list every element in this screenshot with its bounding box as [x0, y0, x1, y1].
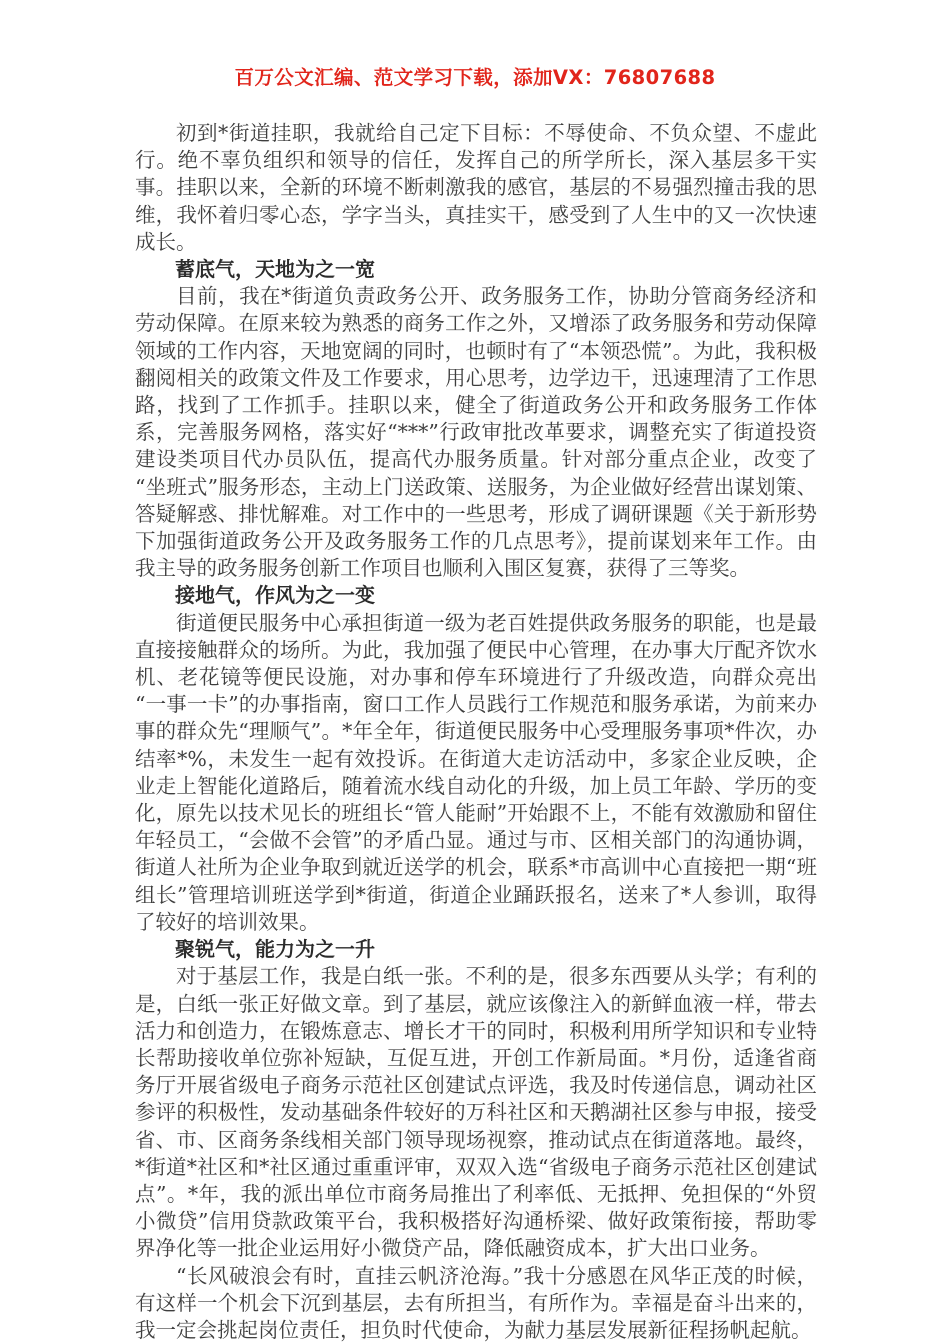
paragraph-intro: 初到*街道挂职，我就给自己定下目标：不辱使命、不负众望、不虚此行。绝不辜负组织和领导的信任，发挥自己的所学所长，深入基层多干实事。挂职以来，全新的环境不断刺激我的感官，基层的不易强烈撞击我的思维，我怀着归零心态，学字当头，真挂实干，感受到了人生中的又一次快速成长。 [135, 121, 817, 254]
document-body [135, 120, 817, 1344]
paragraph-conclusion: “长风破浪会有时，直挂云帆济沧海。”我十分感恩在风华正茂的时候，有这样一个机会下沉到基层，去有所担当，有所作为。幸福是奋斗出来的，我一定会挑起岗位责任，担负时代使命，为献力基层发展新征程扬帆起航。 [135, 1263, 817, 1342]
paragraph-section-2: 街道便民服务中心承担街道一级为老百姓提供政务服务的职能，也是最直接接触群众的场所。为此，我加强了便民中心管理，在办事大厅配齐饮水机、老花镜等便民设施，对办事和停车环境进行了升级改造，向群众亮出“一事一卡”的办事指南，窗口工作人员践行工作规范和服务承诺，为前来办事的群众先“理顺气”。*年全年，街道便民服务中心受理服务事项*件次，办结率*%，未发生一起有效投诉。在街道大走访活动中，多家企业反映，企业走上智能化道路后，随着流水线自动化的升级，加上员工年龄、学历的变化，原先以技术见长的班组长“管人能耐”开始跟不上，不能有效激励和留住年轻员工，“会做不会管”的矛盾凸显。通过与市、区相关部门的沟通协调，街道人社所为企业争取到就近送学的机会，联系*市高训中心直接把一期“班组长”管理培训班送学到*街道，街道企业踊跃报名，送来了*人参训，取得了较好的培训效果。 [135, 610, 817, 934]
heading-section-1: 蓄底气，天地为之一宽 [175, 257, 375, 282]
promo-header-text: 百万公文汇编、范文学习下载，添加VX：76807688 [234, 66, 716, 89]
paragraph-section-3: 对于基层工作，我是白纸一张。不利的是，很多东西要从头学；有利的是，白纸一张正好做文章。到了基层，就应该像注入的新鲜血液一样，带去活力和创造力，在锻炼意志、增长才干的同时，积极利用所学知识和专业特长帮助接收单位弥补短缺，互促互进，开创工作新局面。*月份，适逢省商务厅开展省级电子商务示范社区创建试点评选，我及时传递信息，调动社区参评的积极性，发动基础条件较好的万科社区和天鹅湖社区参与申报，接受省、市、区商务条线相关部门领导现场视察，推动试点在街道落地。最终，*街道*社区和*社区通过重重评审，双双入选“省级电子商务示范社区创建试点”。*年，我的派出单位市商务局推出了利率低、无抵押、免担保的“外贸小微贷”信用贷款政策平台，我积极搭好沟通桥梁、做好政策衔接，帮助零界净化等一批企业运用好小微贷产品，降低融资成本，扩大出口业务。 [135, 964, 817, 1261]
heading-section-3: 聚锐气，能力为之一升 [175, 937, 375, 962]
paragraph-section-1: 目前，我在*街道负责政务公开、政务服务工作，协助分管商务经济和劳动保障。在原来较为熟悉的商务工作之外，又增添了政务服务和劳动保障领域的工作内容，天地宽阔的同时，也顿时有了“本领恐慌”。为此，我积极翻阅相关的政策文件及工作要求，用心思考，边学边干，迅速理清了工作思路，找到了工作抓手。挂职以来，健全了街道政务公开和政务服务工作体系，完善服务网格，落实好“***”行政审批改革要求，调整充实了街道投资建设类项目代办员队伍，提高代办服务质量。针对部分重点企业，改变了“坐班式”服务形态，主动上门送政策、送服务，为企业做好经营出谋划策、答疑解惑、排忧解难。对工作中的一些思考，形成了调研课题《关于新形势下加强街道政务公开及政务服务工作的几点思考》，提前谋划来年工作。由我主导的政务服务创新工作项目也顺利入围区复赛，获得了三等奖。 [135, 284, 817, 581]
heading-section-2: 接地气，作风为之一变 [175, 583, 375, 608]
